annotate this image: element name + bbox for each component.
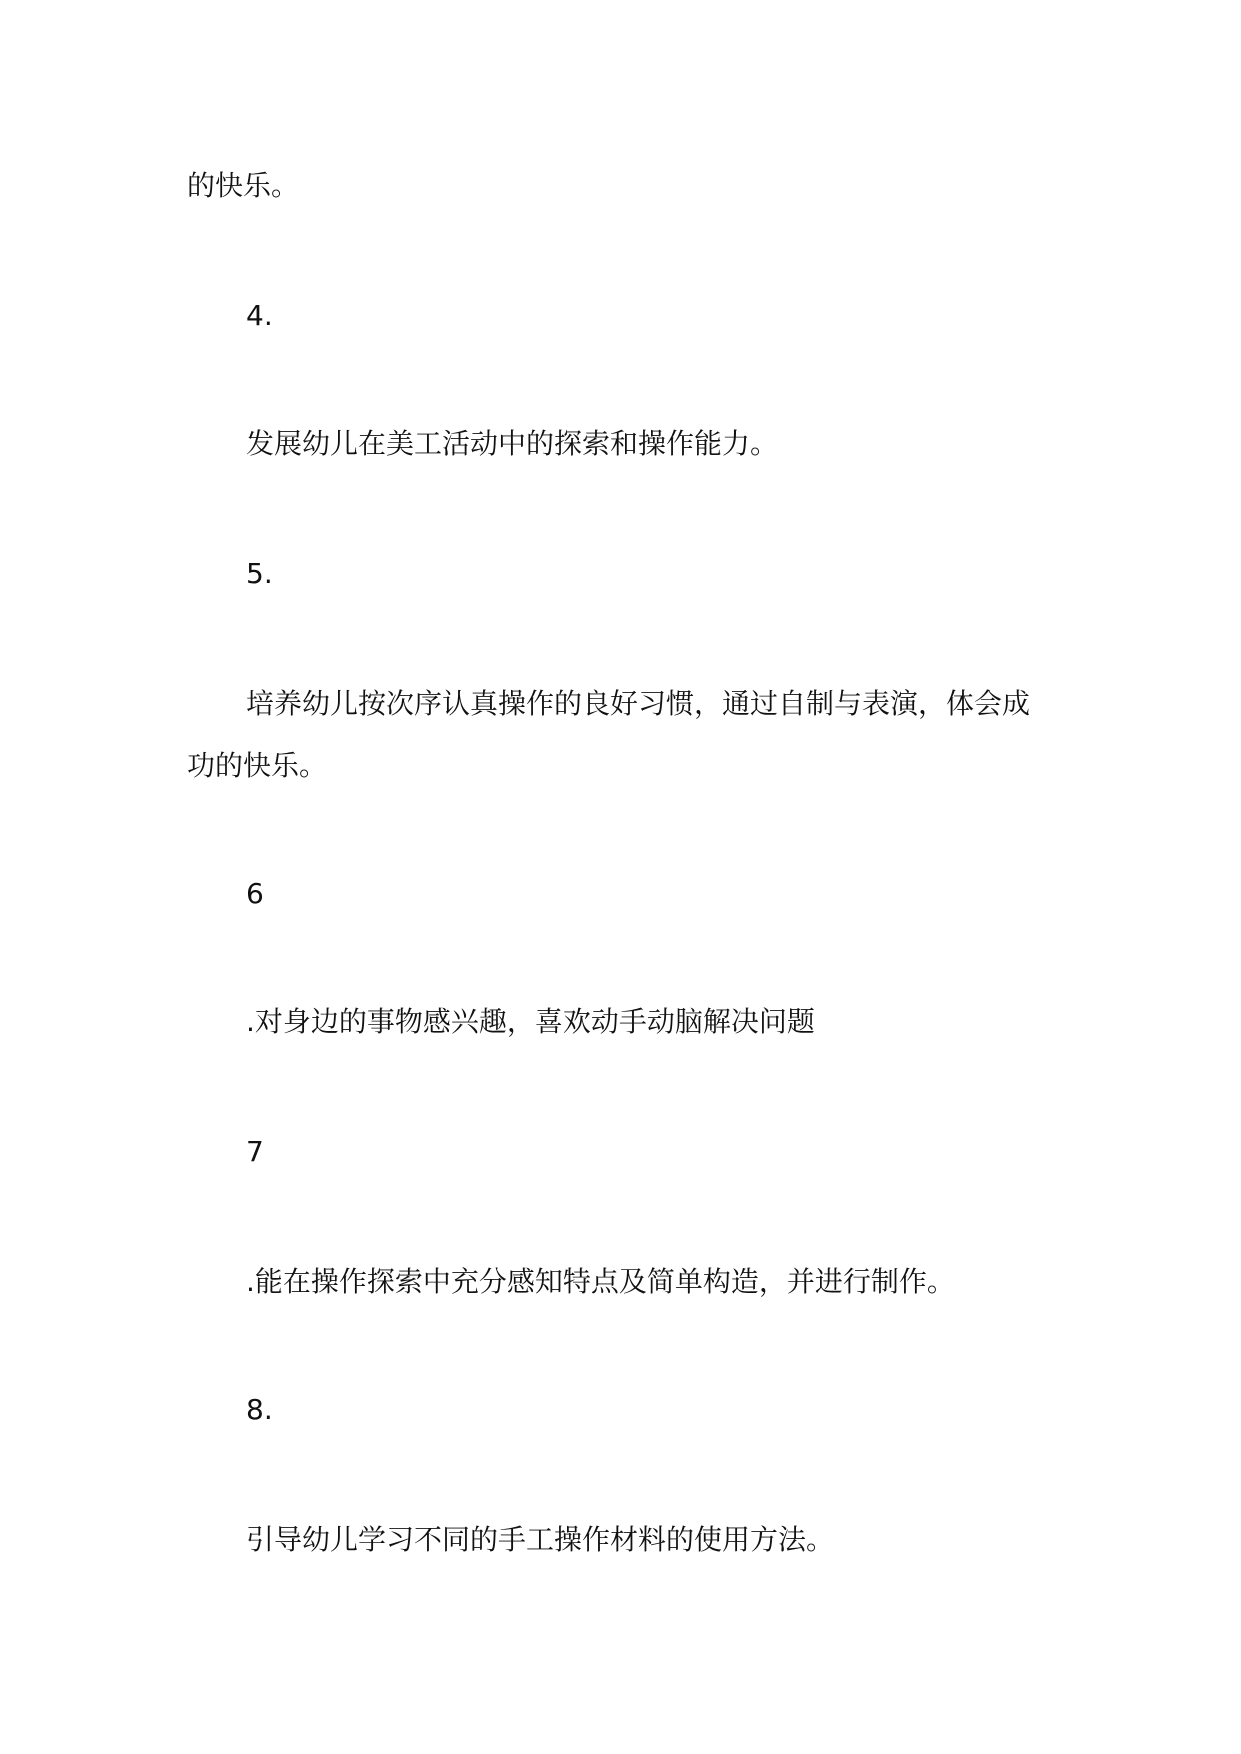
item-text-4: 发展幼儿在美工活动中的探索和操作能力。: [246, 427, 779, 460]
item-number-7: 7: [246, 1135, 264, 1168]
item-number-5: 5.: [246, 557, 273, 590]
item-number-8: 8.: [246, 1393, 273, 1426]
item-text-5-line-2: 功的快乐。: [187, 749, 328, 782]
item-text-5-line-1: 培养幼儿按次序认真操作的良好习惯，通过自制与表演，体会成: [246, 687, 1031, 720]
item-text-6: .对身边的事物感兴趣，喜欢动手动脑解决问题: [246, 1005, 815, 1038]
item-text-8: 引导幼儿学习不同的手工操作材料的使用方法。: [246, 1523, 835, 1556]
item-text-7: .能在操作探索中充分感知特点及简单构造，并进行制作。: [246, 1265, 955, 1298]
item-number-4: 4.: [246, 299, 273, 332]
paragraph-continuation: 的快乐。: [187, 169, 300, 202]
item-number-6: 6: [246, 877, 264, 910]
